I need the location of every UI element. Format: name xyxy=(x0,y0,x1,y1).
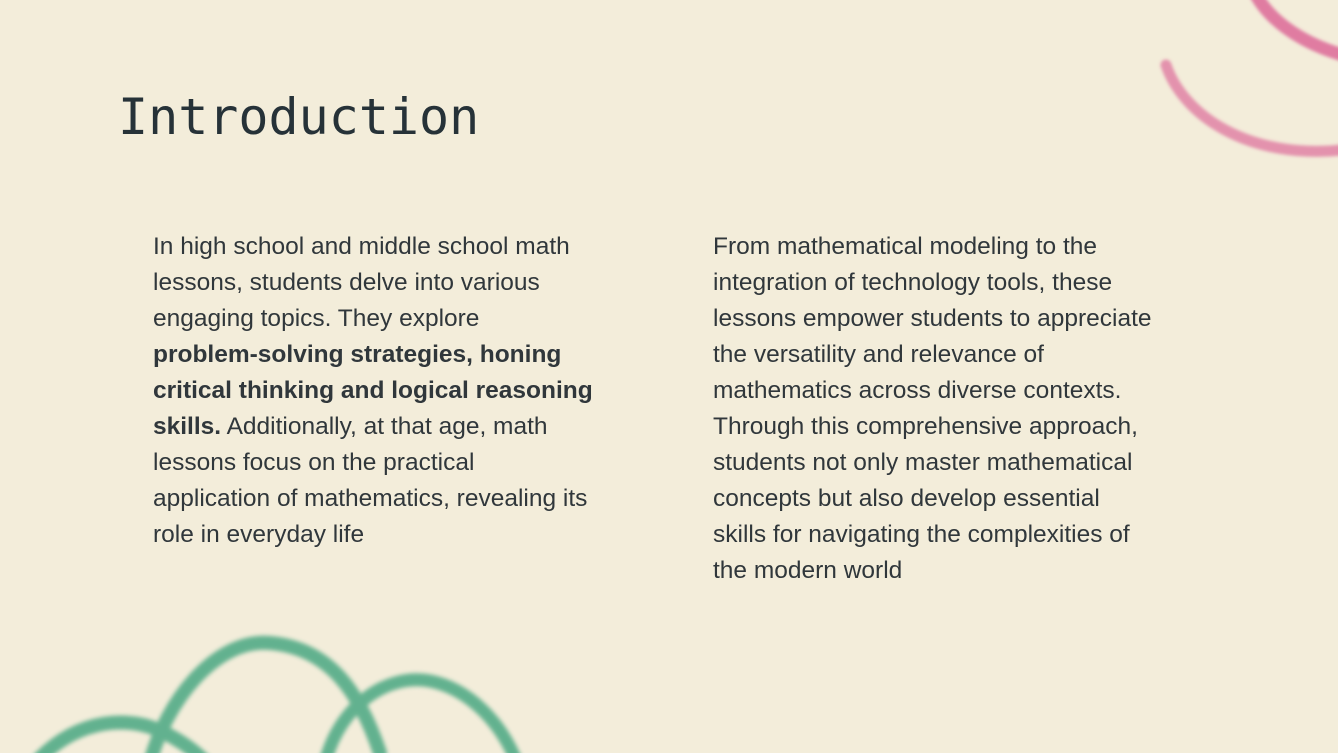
paragraph-line: skills for navigating the complexities of xyxy=(713,521,1130,548)
paragraph-line: In high school and middle school math xyxy=(153,233,570,260)
paragraph-line: From mathematical modeling to the xyxy=(713,233,1097,260)
intro-right-paragraph xyxy=(713,229,1193,589)
paragraph-line: students not only master mathematical xyxy=(713,449,1133,476)
paragraph-line: role in everyday life xyxy=(153,521,365,548)
paragraph-line-mixed xyxy=(153,409,633,445)
paragraph-line: lessons, students delve into various xyxy=(153,269,540,296)
intro-left-paragraph xyxy=(153,229,633,553)
paragraph-line: lessons focus on the practical xyxy=(153,449,475,476)
paragraph-line-bold: critical thinking and logical reasoning xyxy=(153,377,593,404)
regular-text: Additionally, at that age, math xyxy=(221,413,548,440)
paragraph-line: Through this comprehensive approach, xyxy=(713,413,1138,440)
paragraph-line: application of mathematics, revealing its xyxy=(153,485,588,512)
pink-crayon-arc-icon xyxy=(1138,0,1338,180)
paragraph-line: the versatility and relevance of xyxy=(713,341,1044,368)
paragraph-line: the modern world xyxy=(713,557,903,584)
paragraph-line: engaging topics. They explore xyxy=(153,305,480,332)
paragraph-line-bold: problem-solving strategies, honing xyxy=(153,341,562,368)
green-crayon-loops-icon xyxy=(0,623,560,753)
paragraph-line: integration of technology tools, these xyxy=(713,269,1113,296)
paragraph-line: lessons empower students to appreciate xyxy=(713,305,1152,332)
page-title: Introduction xyxy=(118,88,480,146)
paragraph-line: mathematics across diverse contexts. xyxy=(713,377,1122,404)
bold-text: skills. xyxy=(153,413,222,440)
paragraph-line: concepts but also develop essential xyxy=(713,485,1100,512)
